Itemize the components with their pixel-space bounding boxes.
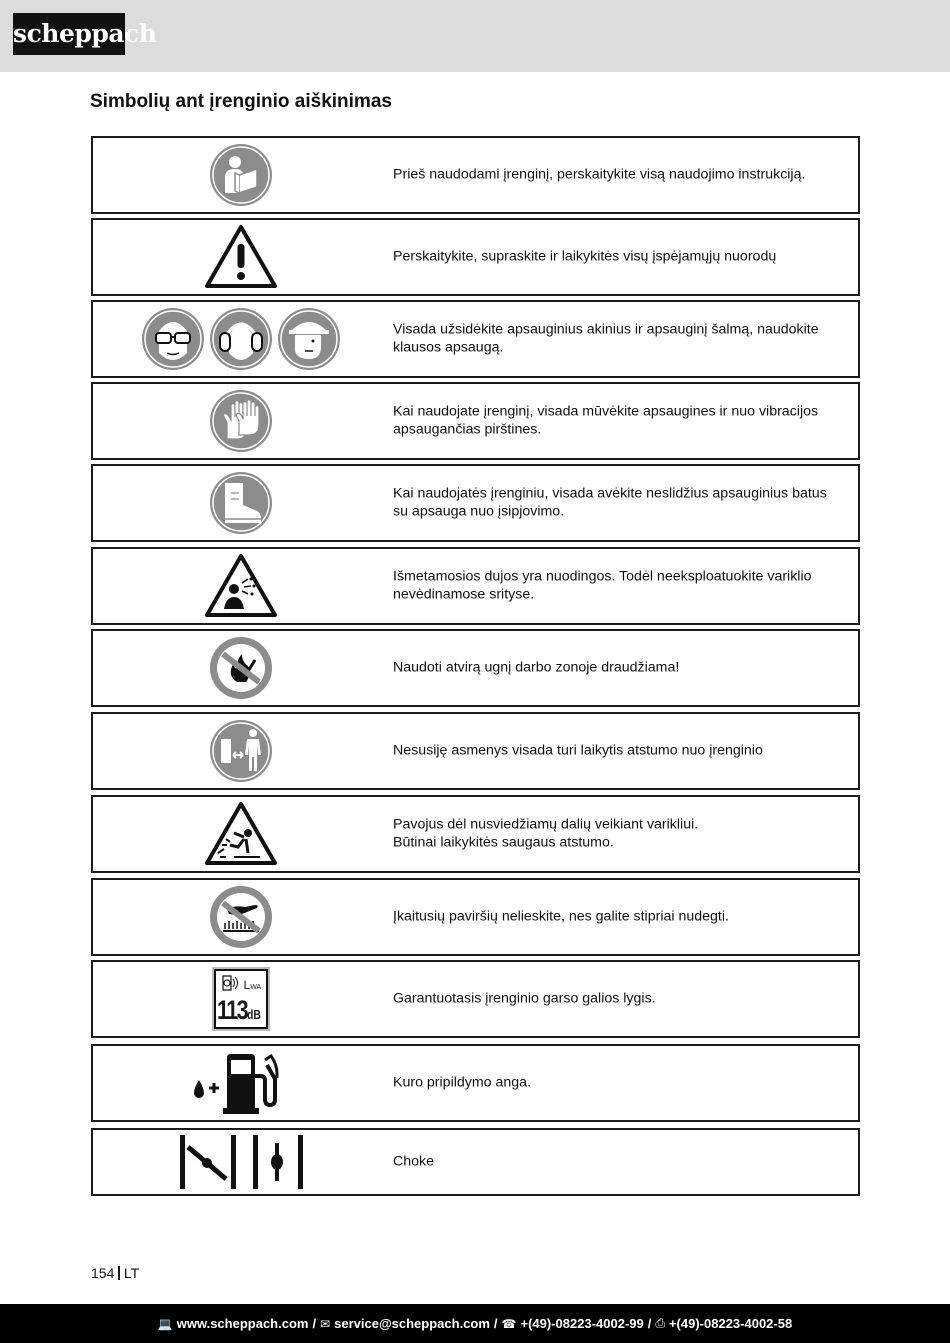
page-title: Simbolių ant įrenginio aiškinimas xyxy=(90,91,392,112)
symbol-row xyxy=(91,136,860,214)
choke-icon xyxy=(93,1130,388,1194)
no-open-flame-icon xyxy=(93,631,388,705)
safety-helmet-icon xyxy=(277,307,341,371)
gloves-icon xyxy=(93,384,388,458)
lwa-label: L xyxy=(243,978,251,992)
page-number xyxy=(91,1265,139,1281)
toxic-fumes-warning-icon xyxy=(93,549,388,623)
fuel-filler-icon xyxy=(93,1046,388,1120)
footer-website[interactable]: www.scheppach.com xyxy=(176,1316,309,1331)
phone-icon: ☎ xyxy=(501,1316,517,1331)
footer-separator: / xyxy=(493,1316,498,1331)
symbol-description: Kai naudojatės įrenginiu, visada avėkite neslidžius apsauginius batus su apsauga nuo įsipjovimo. xyxy=(393,485,827,519)
footer-separator: / xyxy=(647,1316,652,1331)
scheppach-logo: scheppach xyxy=(13,13,125,55)
symbol-row xyxy=(91,629,860,707)
page-number-value: 154 xyxy=(91,1265,115,1281)
ear-protection-icon xyxy=(209,307,273,371)
symbol-description: Visada užsidėkite apsauginius akinius ir apsauginį šalmą, naudokite klausos apsaugą. xyxy=(393,321,819,355)
read-manual-icon xyxy=(93,138,388,212)
sound-power-level-icon xyxy=(93,962,388,1036)
contact-footer xyxy=(0,1304,950,1343)
symbol-row xyxy=(91,878,860,956)
sound-source-icon xyxy=(219,974,239,992)
symbol-row xyxy=(91,960,860,1038)
flying-parts-warning-icon xyxy=(93,797,388,871)
symbol-row xyxy=(91,1128,860,1196)
keep-distance-icon xyxy=(93,714,388,788)
symbol-row xyxy=(91,300,860,378)
page-language: LT xyxy=(123,1265,140,1281)
symbol-row xyxy=(91,547,860,625)
symbol-description: Įkaitusių paviršių nelieskite, nes galite stipriai nudegti. xyxy=(393,908,729,925)
computer-icon: 💻 xyxy=(157,1316,173,1331)
symbol-description: Perskaitykite, supraskite ir laikykitės visų įspėjamųjų nuorodų xyxy=(393,248,777,265)
lwa-subscript: WA xyxy=(250,984,262,991)
symbol-row xyxy=(91,464,860,542)
symbol-row xyxy=(91,218,860,296)
symbol-row xyxy=(91,795,860,873)
fax-icon: ⎙ xyxy=(655,1316,665,1330)
symbol-description: Nesusiję asmenys visada turi laikytis atstumo nuo įrenginio xyxy=(393,742,763,759)
ppe-glasses-ears-helmet-icons xyxy=(93,302,388,376)
sound-level-unit: dB xyxy=(246,1007,261,1022)
symbol-description: Prieš naudodami įrenginį, perskaitykite visą naudojimo instrukciją. xyxy=(393,166,806,183)
symbol-description: Kuro pripildymo anga. xyxy=(393,1074,532,1091)
sound-level-value: 113 xyxy=(216,995,247,1025)
symbol-row xyxy=(91,712,860,790)
symbol-description: Kai naudojate įrenginį, visada mūvėkite apsaugines ir nuo vibracijos apsaugančias pirštines. xyxy=(393,403,819,437)
symbol-description: Naudoti atvirą ugnį darbo zonoje draudžiama! xyxy=(393,659,680,676)
symbol-description: Garantuotasis įrenginio garso galios lygis. xyxy=(393,990,656,1007)
footer-phone: +(49)-08223-4002-99 xyxy=(520,1316,644,1331)
footer-separator: / xyxy=(312,1316,317,1331)
hot-surface-no-touch-icon xyxy=(93,880,388,954)
warning-triangle-icon xyxy=(93,220,388,294)
footer-fax: +(49)-08223-4002-58 xyxy=(668,1316,793,1331)
symbol-description: Išmetamosios dujos yra nuodingos. Todėl neeksploatuokite variklio nevėdinamose srityse. xyxy=(393,568,812,602)
symbol-row xyxy=(91,382,860,460)
symbol-description: Choke xyxy=(393,1153,435,1170)
safety-glasses-icon xyxy=(141,307,205,371)
safety-boots-icon xyxy=(93,466,388,540)
symbol-row xyxy=(91,1044,860,1122)
email-icon: ✉ xyxy=(320,1316,331,1331)
symbol-description: Pavojus dėl nusviedžiamų dalių veikiant varikliui. Būtinai laikykitės saugaus atstumo. xyxy=(393,816,699,850)
footer-email[interactable]: service@scheppach.com xyxy=(334,1316,490,1331)
page-number-separator xyxy=(118,1266,120,1280)
